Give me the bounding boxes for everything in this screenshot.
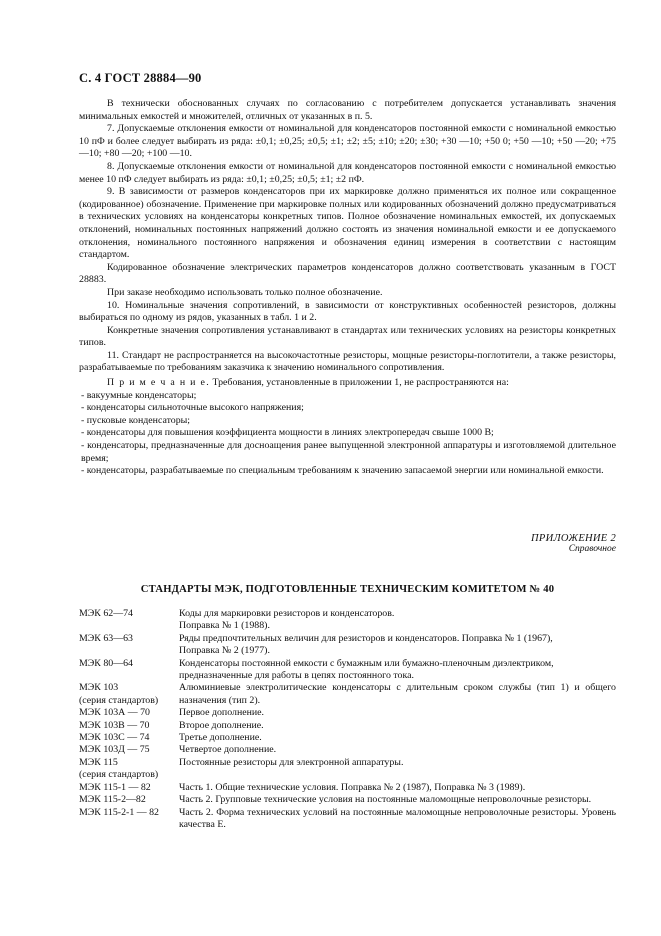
appendix-title: ПРИЛОЖЕНИЕ 2 — [531, 533, 616, 544]
body-text — [79, 98, 616, 478]
standard-description: Второе дополнение. — [179, 719, 264, 731]
note-item: - пусковые конденсаторы; — [81, 414, 191, 426]
standard-description: Ряды предпочтительных величин для резисторов и конденсаторов. Поправка № 1 (1967), Поправка № 2 (1977). — [179, 632, 553, 657]
standard-code: МЭК 103А — 70 — [79, 707, 150, 719]
note — [79, 377, 616, 390]
standard-row — [79, 633, 616, 658]
appendix-subtitle: Справочное — [568, 544, 616, 554]
appendix-heading — [531, 533, 616, 554]
standard-code: МЭК 103С — 74 — [79, 732, 150, 744]
note-item: - конденсаторы для повышения коэффициента мощности в линиях электропередач свыше 1000 В; — [81, 427, 494, 439]
standard-row — [79, 720, 616, 732]
standard-row — [79, 757, 616, 782]
standard-code: МЭК 115 (серия стандартов) — [79, 756, 159, 781]
standard-row — [79, 658, 616, 683]
paragraph: 8. Допускаемые отклонения емкости от номинальной для конденсаторов постоянной емкости с номинальной емкостью менее 10 пФ следует выбирать из ряда: ±0,1; ±0,25; ±0,5; ±1; ±2 пФ. — [79, 160, 616, 185]
note-item: - конденсаторы сильноточные высокого напряжения; — [81, 402, 304, 414]
standard-row — [79, 732, 616, 744]
standard-description: Часть 2. Форма технических условий на постоянные маломощные непроволочные резисторы. Уровень качества Е. — [179, 806, 616, 830]
standard-code: МЭК 103 (серия стандартов) — [79, 682, 159, 706]
standard-code: МЭК 115-1 — 82 — [79, 781, 151, 793]
standard-description: Четвертое дополнение. — [179, 744, 277, 756]
paragraph: 10. Номинальные значения сопротивлений, в зависимости от конструктивных особенностей резисторов, должны выбираться по одному из рядов, указанных в табл. 1 и 2. — [79, 299, 616, 324]
standard-row — [79, 682, 616, 707]
standard-description: Третье дополнение. — [179, 732, 262, 744]
paragraph: В технически обоснованных случаях по согласованию с потребителем допускается устанавливать значения минимальных емкостей и множителей, отличных от указанных в п. 5. — [79, 98, 616, 122]
note-label: П р и м е ч а н и е. — [107, 377, 210, 389]
standard-row — [79, 807, 616, 832]
standard-description: Часть 2. Групповые технические условия на постоянные маломощные непроволочные резисторы. — [179, 794, 592, 806]
page-header: С. 4 ГОСТ 28884—90 — [79, 71, 202, 85]
paragraph: 11. Стандарт не распространяется на высокочастотные резисторы, мощные резисторы-поглотители, а также резисторы, разрабатываемые по требованиям заказчика к значению номинального сопротивления. — [79, 349, 616, 374]
standards-title: СТАНДАРТЫ МЭК, ПОДГОТОВЛЕННЫЕ ТЕХНИЧЕСКИМ КОМИТЕТОМ № 40 — [140, 584, 555, 595]
standard-row — [79, 794, 616, 806]
standard-description: Постоянные резисторы для электронной аппаратуры. — [179, 756, 404, 768]
standard-row — [79, 707, 616, 719]
standard-code: МЭК 115-2-1 — 82 — [79, 806, 159, 818]
paragraph: 7. Допускаемые отклонения емкости от номинальной для конденсаторов постоянной емкости с номинальной емкостью 10 пФ и более следует выбирать из ряда: ±0,1; ±0,25; ±0,5; ±1; ±2; ±5; ±10; ±20; ±30; +30 —10; +50 0; +50 —10; +50 —20; +75 —10; +80 —20; +100 —10. — [79, 123, 616, 160]
standard-description: Часть 1. Общие технические условия. Поправка № 2 (1987), Поправка № 3 (1989). — [179, 781, 526, 793]
standard-description: Коды для маркировки резисторов и конденсаторов. Поправка № 1 (1988). — [179, 608, 395, 632]
standard-code: МЭК 63—63 — [79, 632, 133, 644]
note-text: Требования, установленные в приложении 1, не распространяются на: — [209, 377, 509, 389]
note-item: - конденсаторы, разрабатываемые по специальным требованиям к значению запасаемой энергии или номинальной емкости. — [81, 465, 604, 477]
standards-list — [79, 608, 616, 831]
standard-row — [79, 608, 616, 633]
standard-row — [79, 782, 616, 794]
standard-code: МЭК 62—74 — [79, 608, 133, 619]
note-item: - вакуумные конденсаторы; — [81, 389, 197, 401]
note-item: - конденсаторы, предназначенные для досноащения ранее выпущенной электронной аппаратуры и изготовляемой длительное время; — [81, 440, 616, 464]
standard-description: Конденсаторы постоянной емкости с бумажным или бумажно-пленочным диэлектриком, предназначенные для работы в цепях постоянного тока. — [179, 657, 554, 682]
paragraph: При заказе необходимо использовать только полное обозначение. — [107, 286, 383, 298]
standard-code: МЭК 115-2—82 — [79, 794, 146, 806]
paragraph: Кодированное обозначение электрических параметров конденсаторов должно соответствовать указанным в ГОСТ 28883. — [79, 261, 616, 286]
paragraph: 9. В зависимости от размеров конденсаторов при их маркировке должно применяться их полное или сокращенное (кодированное) обозначение. Применение при маркировке полных или кодированных обозначений должно предусматриваться в технических условиях на конденсаторы конкретных типов. Полное обозначение номинальных емкостей, их допускаемых отклонений, номинальных постоянных напряжений должно состоять из значения номинальной емкости и ее допускаемого отклонения, номинального постоянного напряжения и обозначения единиц измерения в соответствии с настоящим стандартом. — [79, 186, 616, 261]
standard-code: МЭК 103В — 70 — [79, 719, 150, 731]
standard-description: Алюминиевые электролитические конденсаторы с длительным сроком службы (тип 1) и общего назначения (тип 2). — [179, 682, 616, 706]
paragraph: Конкретные значения сопротивления устанавливают в стандартах или технических условиях на резисторы конкретных типов. — [79, 324, 616, 349]
standard-row — [79, 744, 616, 756]
standard-description: Первое дополнение. — [179, 707, 265, 719]
standard-code: МЭК 80—64 — [79, 657, 133, 669]
standard-code: МЭК 103Д — 75 — [79, 744, 150, 756]
